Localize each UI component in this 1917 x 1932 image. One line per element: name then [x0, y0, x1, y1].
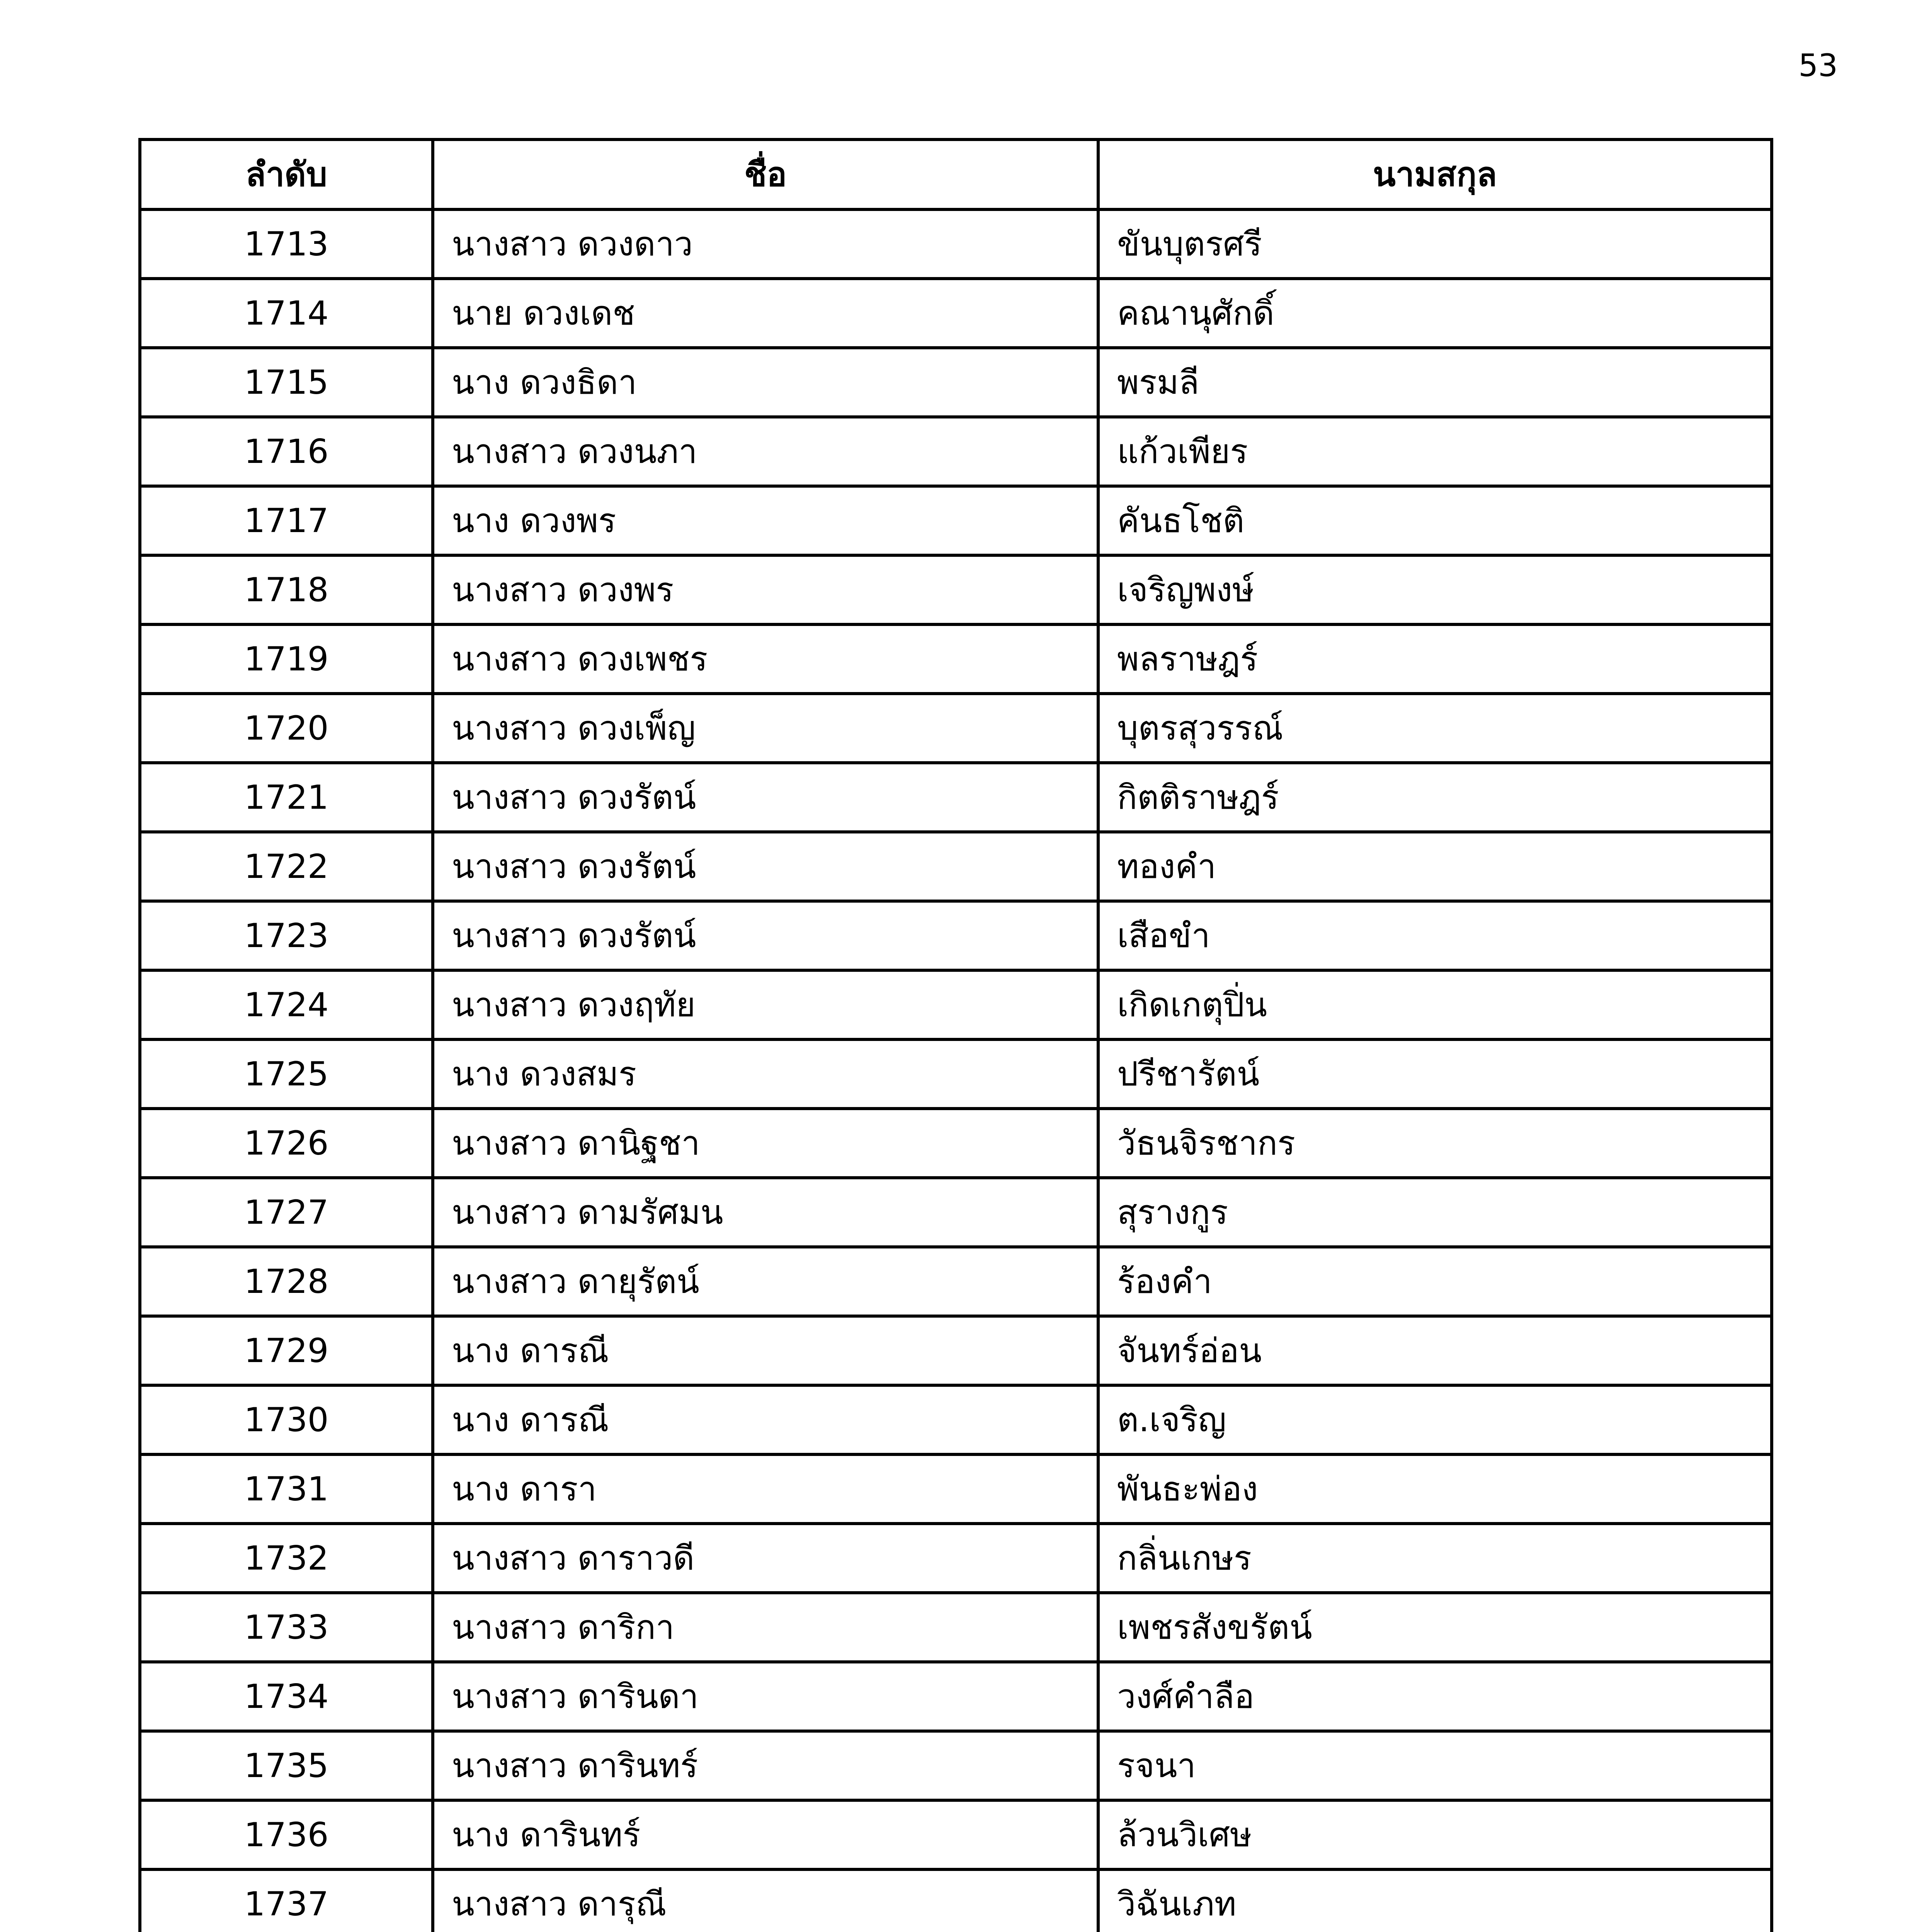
cell-last-name: ล้วนวิเศษ — [1098, 1800, 1772, 1869]
cell-first-name: นางสาว ดวงเพชร — [433, 624, 1098, 694]
cell-first-name: นางสาว ดวงเพ็ญ — [433, 694, 1098, 763]
cell-seq: 1717 — [140, 486, 433, 555]
cell-first-name: นางสาว ดาราวดี — [433, 1524, 1098, 1593]
header-seq: ลำดับ — [140, 139, 433, 209]
table-row — [140, 1662, 1772, 1731]
cell-seq: 1713 — [140, 209, 433, 279]
cell-last-name: สุรางกูร — [1098, 1178, 1772, 1247]
table-row — [140, 1731, 1772, 1800]
cell-seq: 1718 — [140, 555, 433, 624]
cell-seq: 1725 — [140, 1039, 433, 1109]
cell-seq: 1714 — [140, 279, 433, 348]
table-row — [140, 1039, 1772, 1109]
table-row — [140, 1316, 1772, 1385]
table-row — [140, 1869, 1772, 1932]
cell-last-name: เกิดเกตุปิ่น — [1098, 970, 1772, 1039]
table-row — [140, 209, 1772, 279]
cell-last-name: ปรีชารัตน์ — [1098, 1039, 1772, 1109]
table-header — [140, 139, 1772, 209]
cell-first-name: นางสาว ดวงรัตน์ — [433, 901, 1098, 970]
cell-first-name: นางสาว ดายุรัตน์ — [433, 1247, 1098, 1316]
cell-seq: 1724 — [140, 970, 433, 1039]
cell-seq: 1723 — [140, 901, 433, 970]
cell-seq: 1726 — [140, 1109, 433, 1178]
table-row — [140, 1454, 1772, 1524]
cell-seq: 1730 — [140, 1385, 433, 1454]
cell-last-name: วิฉันเภท — [1098, 1869, 1772, 1932]
cell-seq: 1722 — [140, 832, 433, 901]
cell-first-name: นาย ดวงเดช — [433, 279, 1098, 348]
table-row — [140, 417, 1772, 486]
cell-last-name: แก้วเพียร — [1098, 417, 1772, 486]
table-row — [140, 694, 1772, 763]
cell-last-name: ต.เจริญ — [1098, 1385, 1772, 1454]
cell-last-name: จันทร์อ่อน — [1098, 1316, 1772, 1385]
table-row — [140, 763, 1772, 832]
cell-seq: 1720 — [140, 694, 433, 763]
table-row — [140, 1593, 1772, 1662]
table-row — [140, 1247, 1772, 1316]
table-row — [140, 486, 1772, 555]
cell-first-name: นางสาว ดวงพร — [433, 555, 1098, 624]
header-last-name: นามสกุล — [1098, 139, 1772, 209]
cell-seq: 1729 — [140, 1316, 433, 1385]
cell-seq: 1735 — [140, 1731, 433, 1800]
table-row — [140, 348, 1772, 417]
header-first-name: ชื่อ — [433, 139, 1098, 209]
cell-first-name: นางสาว ดารุณี — [433, 1869, 1098, 1932]
cell-first-name: นาง ดวงธิดา — [433, 348, 1098, 417]
cell-first-name: นางสาว ดานิฐชา — [433, 1109, 1098, 1178]
cell-seq: 1728 — [140, 1247, 433, 1316]
cell-last-name: ร้องคำ — [1098, 1247, 1772, 1316]
cell-seq: 1719 — [140, 624, 433, 694]
cell-last-name: กิตติราษฎร์ — [1098, 763, 1772, 832]
cell-seq: 1737 — [140, 1869, 433, 1932]
table-body — [140, 209, 1772, 1932]
cell-last-name: วัธนจิรชากร — [1098, 1109, 1772, 1178]
cell-first-name: นางสาว ดามรัศมน — [433, 1178, 1098, 1247]
cell-seq: 1715 — [140, 348, 433, 417]
cell-first-name: นาง ดารณี — [433, 1316, 1098, 1385]
cell-first-name: นางสาว ดารินดา — [433, 1662, 1098, 1731]
cell-last-name: พลราษฎร์ — [1098, 624, 1772, 694]
cell-seq: 1733 — [140, 1593, 433, 1662]
cell-last-name: คันธโชติ — [1098, 486, 1772, 555]
table-row — [140, 832, 1772, 901]
cell-seq: 1736 — [140, 1800, 433, 1869]
cell-first-name: นางสาว ดวงรัตน์ — [433, 832, 1098, 901]
cell-last-name: พรมลี — [1098, 348, 1772, 417]
header-row — [140, 139, 1772, 209]
table-row — [140, 901, 1772, 970]
cell-last-name: เสือขำ — [1098, 901, 1772, 970]
cell-first-name: นาง ดารณี — [433, 1385, 1098, 1454]
cell-first-name: นางสาว ดวงนภา — [433, 417, 1098, 486]
cell-last-name: พันธะพ่อง — [1098, 1454, 1772, 1524]
table-row — [140, 1385, 1772, 1454]
table-row — [140, 555, 1772, 624]
cell-last-name: วงศ์คำลือ — [1098, 1662, 1772, 1731]
cell-last-name: คณานุศักดิ์ — [1098, 279, 1772, 348]
cell-first-name: นาง ดารา — [433, 1454, 1098, 1524]
cell-last-name: เพชรสังขรัตน์ — [1098, 1593, 1772, 1662]
cell-last-name: รจนา — [1098, 1731, 1772, 1800]
cell-first-name: นาง ดวงสมร — [433, 1039, 1098, 1109]
cell-first-name: นางสาว ดวงฤทัย — [433, 970, 1098, 1039]
cell-first-name: นางสาว ดวงดาว — [433, 209, 1098, 279]
table-row — [140, 1524, 1772, 1593]
table-row — [140, 970, 1772, 1039]
cell-last-name: กลิ่นเกษร — [1098, 1524, 1772, 1593]
roster-table — [138, 138, 1773, 1932]
cell-seq: 1716 — [140, 417, 433, 486]
table-row — [140, 279, 1772, 348]
cell-seq: 1734 — [140, 1662, 433, 1731]
cell-seq: 1732 — [140, 1524, 433, 1593]
cell-first-name: นาง ดารินทร์ — [433, 1800, 1098, 1869]
cell-seq: 1721 — [140, 763, 433, 832]
cell-first-name: นางสาว ดาริกา — [433, 1593, 1098, 1662]
table-row — [140, 1178, 1772, 1247]
table-row — [140, 624, 1772, 694]
cell-last-name: บุตรสุวรรณ์ — [1098, 694, 1772, 763]
cell-first-name: นางสาว ดารินทร์ — [433, 1731, 1098, 1800]
table-row — [140, 1109, 1772, 1178]
cell-last-name: ทองคำ — [1098, 832, 1772, 901]
page-number: 53 — [1798, 48, 1838, 83]
cell-last-name: ขันบุตรศรี — [1098, 209, 1772, 279]
cell-seq: 1731 — [140, 1454, 433, 1524]
table-row — [140, 1800, 1772, 1869]
cell-last-name: เจริญพงษ์ — [1098, 555, 1772, 624]
cell-first-name: นาง ดวงพร — [433, 486, 1098, 555]
cell-first-name: นางสาว ดวงรัตน์ — [433, 763, 1098, 832]
cell-seq: 1727 — [140, 1178, 433, 1247]
